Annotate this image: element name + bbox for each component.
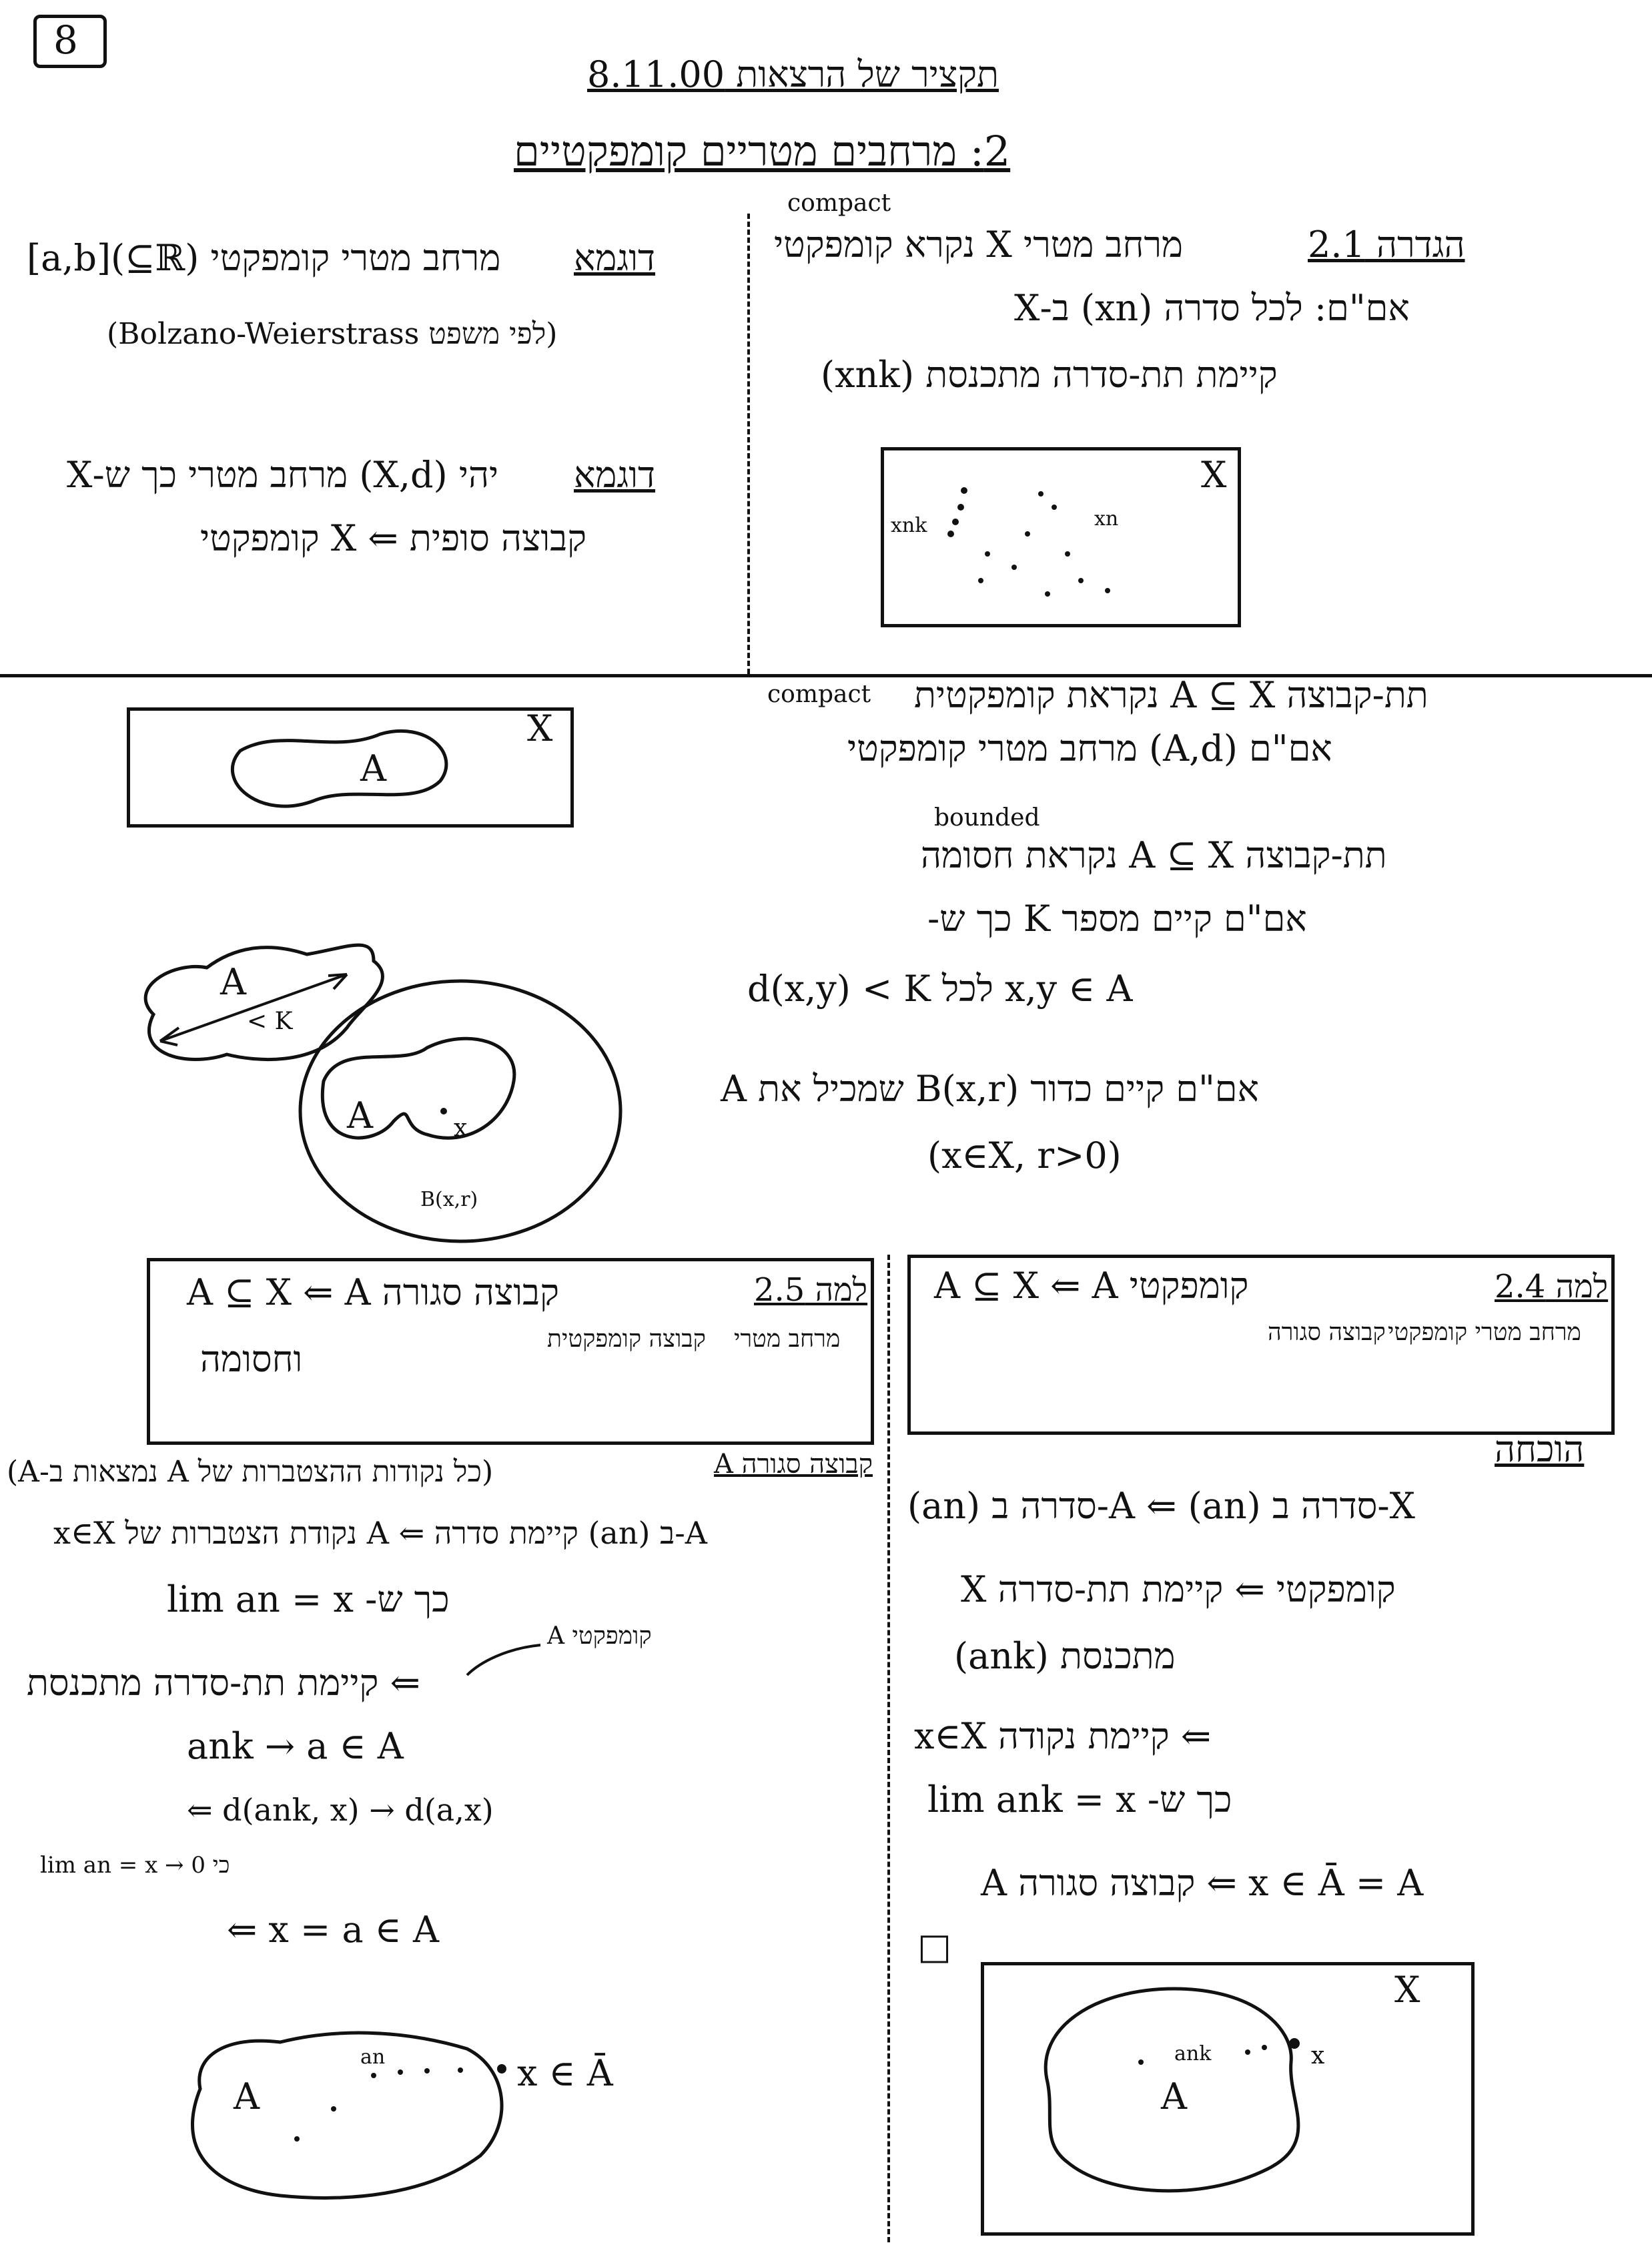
proof-line-5: כך ש- lim ank = x: [927, 1779, 1232, 1821]
example-1-text: [a,b](⊆ℝ) מרחב מטרי קומפקטי: [27, 237, 501, 279]
lemma-2-4-statement: A ⊆ X ⇐ A קומפקטי: [934, 1265, 1249, 1307]
lemma-2-5-line-6: כי lim an = x → 0: [40, 1852, 230, 1879]
subset-bounded-def-4: אם"ם קיים כדור B(x,r) שמכיל את A: [721, 1068, 1259, 1110]
bounded-annotation: bounded: [934, 804, 1040, 832]
ball-figure-x: x: [454, 1114, 468, 1142]
proof-label: הוכחה: [1495, 1428, 1585, 1470]
subset-figure-x: X: [527, 707, 553, 749]
example-1-note: (לפי משפט Bolzano-Weierstrass): [107, 317, 558, 351]
proof-line-4: ⇐ קיימת נקודה x∈X: [914, 1715, 1212, 1757]
lemma-2-5-label: למה 2.5: [754, 1271, 868, 1309]
ball-figure-b: B(x,r): [420, 1188, 478, 1211]
lecture-subtitle: תקציר של הרצאות 8.11.00: [587, 53, 999, 95]
closure-figure-a: A: [234, 2075, 260, 2118]
subset-bounded-def-3: d(x,y) < K לכל x,y ∈ A: [747, 968, 1133, 1010]
bounded-figure-a: A: [220, 961, 246, 1003]
page-number: 8: [53, 17, 78, 63]
proof-line-1: (an) סדרה ב-A ⇐ (an) סדרה ב-X: [907, 1485, 1416, 1527]
compact-annotation-2: compact: [767, 681, 871, 708]
figure-label-xnk: xnk: [891, 514, 927, 537]
proof-figure-x-label: X: [1394, 1969, 1420, 2011]
lemma-2-5-statement-2: וחסומה: [200, 1338, 303, 1380]
subset-figure-a: A: [360, 747, 386, 789]
proof-figure-seq-label: ank: [1174, 2042, 1212, 2065]
lemma-2-5-line-7: ⇐ x = a ∈ A: [227, 1909, 439, 1951]
definition-label: הגדרה 2.1: [1308, 224, 1465, 266]
lemma-2-5-line-4: ank → a ∈ A: [187, 1725, 404, 1767]
subset-bounded-def-2: אם"ם קיים מספר K כך ש-: [927, 898, 1307, 940]
closed-set-def: (כל נקודות ההצטברות של A נמצאות ב-A): [7, 1455, 494, 1489]
lemma-2-5-sub-2: קבוצה קומפקטית: [547, 1325, 706, 1353]
lemma-2-5-line-3: ⇐ קיימת תת-סדרה מתכנסת: [27, 1662, 420, 1704]
subset-compact-def: תת-קבוצה A ⊆ X נקראת קומפקטית: [914, 674, 1428, 716]
example-2-text-2: קבוצה סופית ⇐ X קומפקטי: [200, 517, 587, 559]
lemma-2-5-line-1: x∈X נקודת הצטברות של A ⇐ קיימת סדרה (an) ב-A: [53, 1515, 707, 1551]
lemma-2-4-sub-1: מרחב מטרי קומפקטי: [1388, 1319, 1581, 1346]
definition-line-1: מרחב מטרי X נקרא קומפקטי: [774, 224, 1184, 266]
bounded-figure-k: < K: [247, 1008, 293, 1035]
proof-figure-point-label: x: [1311, 2042, 1325, 2069]
lemma-2-4-label: למה 2.4: [1495, 1268, 1609, 1305]
proof-line-6: A קבוצה סגורה ⇐ x ∈ Ā = A: [981, 1862, 1424, 1904]
ball-outline: [300, 981, 621, 1241]
closure-blob: [192, 2033, 502, 2198]
subset-blob: [232, 731, 446, 806]
example-2-text: יהי (X,d) מרחב מטרי כך ש-X: [67, 454, 499, 496]
bounded-blob: [145, 945, 382, 1059]
lemma-2-5-line-2: כך ש- lim an = x: [167, 1578, 450, 1620]
proof-figure-a-label: A: [1161, 2075, 1187, 2118]
lemma-2-5-note: A קומפקטי: [547, 1622, 652, 1650]
lemma-2-5-line-5: ⇐ d(ank, x) → d(a,x): [187, 1792, 494, 1828]
subset-bounded-def: תת-קבוצה A ⊆ X נקראת חסומה: [921, 834, 1387, 876]
proof-line-2: X קומפקטי ⇐ קיימת תת-סדרה: [961, 1568, 1396, 1610]
closure-figure-x: x ∈ Ā: [517, 2052, 613, 2094]
definition-line-3: קיימת תת-סדרה מתכנסת (xnk): [821, 354, 1278, 396]
ball-inner-blob: [322, 1038, 514, 1138]
example-1-label: דוגמא: [574, 237, 656, 279]
proof-blob: [1046, 1989, 1298, 2191]
subset-compact-def-2: אם"ם (A,d) מרחב מטרי קומפקטי: [847, 727, 1332, 769]
closure-figure-an: an: [360, 2045, 386, 2069]
lemma-2-5-sub-1: מרחב מטרי: [734, 1325, 841, 1353]
figure-label-xn: xn: [1094, 507, 1119, 531]
lemma-2-4-sub-2: קבוצה סגורה: [1268, 1319, 1386, 1346]
sequence-dots: [947, 487, 1110, 597]
subset-bounded-def-5: (x∈X, r>0): [927, 1135, 1122, 1177]
compact-annotation: compact: [787, 190, 891, 217]
figure-label-x: X: [1201, 454, 1227, 496]
qed-mark: □: [917, 1925, 952, 1967]
definition-line-2: אם"ם: לכל סדרה (xn) ב-X: [1014, 287, 1410, 329]
closed-set-label: A קבוצה סגורה: [714, 1449, 873, 1480]
proof-line-3: מתכנסת (ank): [954, 1635, 1176, 1677]
ball-figure-a: A: [347, 1094, 373, 1137]
example-2-label: דוגמא: [574, 454, 656, 496]
page-title: 2: מרחבים מטריים קומפקטיים: [514, 127, 1011, 176]
lemma-2-5-statement: A ⊆ X ⇐ A קבוצה סגורה: [187, 1271, 559, 1313]
